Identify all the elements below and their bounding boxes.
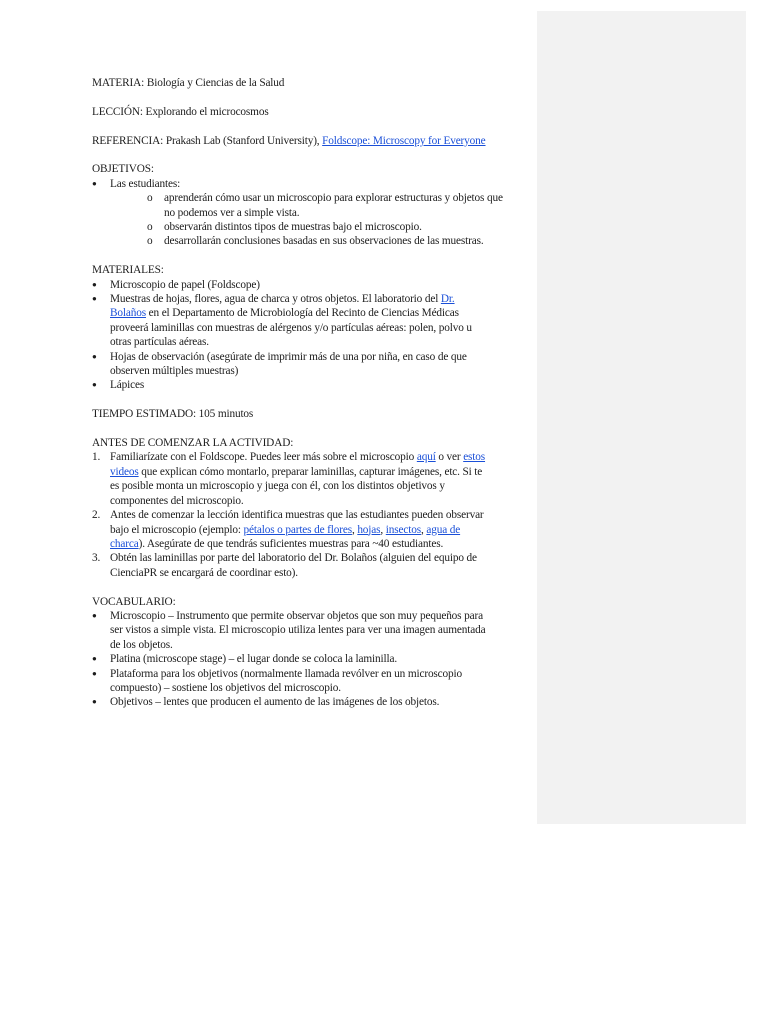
agua-de-charca-link[interactable]: agua de charca	[110, 523, 461, 550]
antes-item: 2. Antes de comenzar la lección identifica muestras que las estudiantes pueden observar bajo el microscopio (ejemplo: pétalos o partes de flores, hojas, insectos, agua de charca). Asegúrate de que tendrás suficientes muestras para ~40 estudiantes.	[92, 509, 484, 550]
objetivos-section	[92, 162, 534, 248]
vocab-item: ● Objetivos – lentes que producen el aumento de las imágenes de los objetos.	[92, 695, 534, 709]
aqui-link[interactable]: aquí	[416, 451, 436, 464]
materia-text: MATERIA: Biología y Ciencias de la Salud	[92, 77, 285, 89]
vocab-item: ● Microscopio – Instrumento que permite observar objetos que son muy pequeños para ser vistos a simple vista. El microscopio utiliza lentes para ver una imagen aumentada de los objetos.	[92, 609, 534, 652]
leccion-line	[92, 105, 534, 119]
antes-heading: ANTES DE COMENZAR LA ACTIVIDAD:	[92, 437, 294, 450]
objetivo-item: o observarán distintos tipos de muestras bajo el microscopio.	[110, 220, 534, 234]
materiales-heading: MATERIALES:	[92, 264, 164, 277]
material-item: ● Microscopio de papel (Foldscope)	[92, 278, 534, 292]
referencia-text: REFERENCIA: Prakash Lab (Stanford University),	[92, 134, 323, 147]
materia-line	[92, 76, 534, 90]
hojas-link[interactable]: hojas	[357, 523, 381, 536]
objetivos-heading: OBJETIVOS:	[92, 163, 154, 176]
materiales-section	[92, 263, 534, 393]
tiempo-line	[92, 407, 534, 421]
vocabulario-section	[92, 595, 534, 710]
list-number: 1.	[92, 451, 101, 464]
tiempo-text: TIEMPO ESTIMADO: 105 minutos	[92, 408, 254, 421]
antes-item: 3. Obtén las laminillas por parte del laboratorio del Dr. Bolaños (alguien del equipo de CienciaPR se encargará de coordinar esto).	[92, 552, 477, 579]
list-number: 2.	[92, 509, 101, 522]
leccion-text: LECCIÓN: Explorando el microcosmos	[92, 105, 269, 118]
petalos-link[interactable]: pétalos o partes de flores	[243, 523, 352, 536]
comment-pane	[537, 11, 746, 824]
estos-videos-link[interactable]: estos videos	[110, 451, 486, 478]
objetivo-item: o aprenderán cómo usar un microscopio para explorar estructuras y objetos que no podemos ver a simple vista.	[110, 191, 534, 220]
vocab-item: ● Plataforma para los objetivos (normalmente llamada revólver en un microscopio compuesto) – sostiene los objetivos del microscopio.	[92, 667, 534, 696]
document-body	[92, 76, 534, 724]
list-number: 3.	[92, 552, 101, 565]
material-item: ● Muestras de hojas, flores, agua de charca y otros objetos. El laboratorio del Dr. Bolaños en el Departamento de Microbiología del Recinto de Ciencias Médicas proveerá laminillas con muestras de alérgenos y/o partículas aéreas: polen, polvo u otras partículas aéreas.	[92, 292, 534, 350]
vocabulario-heading: VOCABULARIO:	[92, 595, 176, 608]
insectos-link[interactable]: insectos	[385, 523, 421, 536]
list-item	[92, 177, 534, 249]
objetivo-item: o desarrollarán conclusiones basadas en sus observaciones de las muestras.	[110, 234, 534, 248]
vocab-item: ● Platina (microscope stage) – el lugar donde se coloca la laminilla.	[92, 652, 534, 666]
antes-section	[92, 436, 534, 580]
dr-bolanos-link[interactable]: Dr. Bolaños	[110, 293, 455, 320]
objetivos-intro: Las estudiantes:	[110, 177, 181, 190]
material-item: ● Hojas de observación (asegúrate de imprimir más de una por niña, en caso de que observen múltiples muestras)	[92, 350, 534, 379]
antes-item: 1. Familiarízate con el Foldscope. Puedes leer más sobre el microscopio aquí o ver estos videos que explican cómo montarlo, preparar laminillas, capturar imágenes, etc. Si te es posible monta un microscopio y juega con él, con los distintos objetivos y componentes del microscopio.	[92, 451, 486, 507]
foldscope-link[interactable]: Foldscope: Microscopy for Everyone	[322, 134, 486, 147]
referencia-line	[92, 134, 534, 148]
material-item: ● Lápices	[92, 378, 534, 392]
